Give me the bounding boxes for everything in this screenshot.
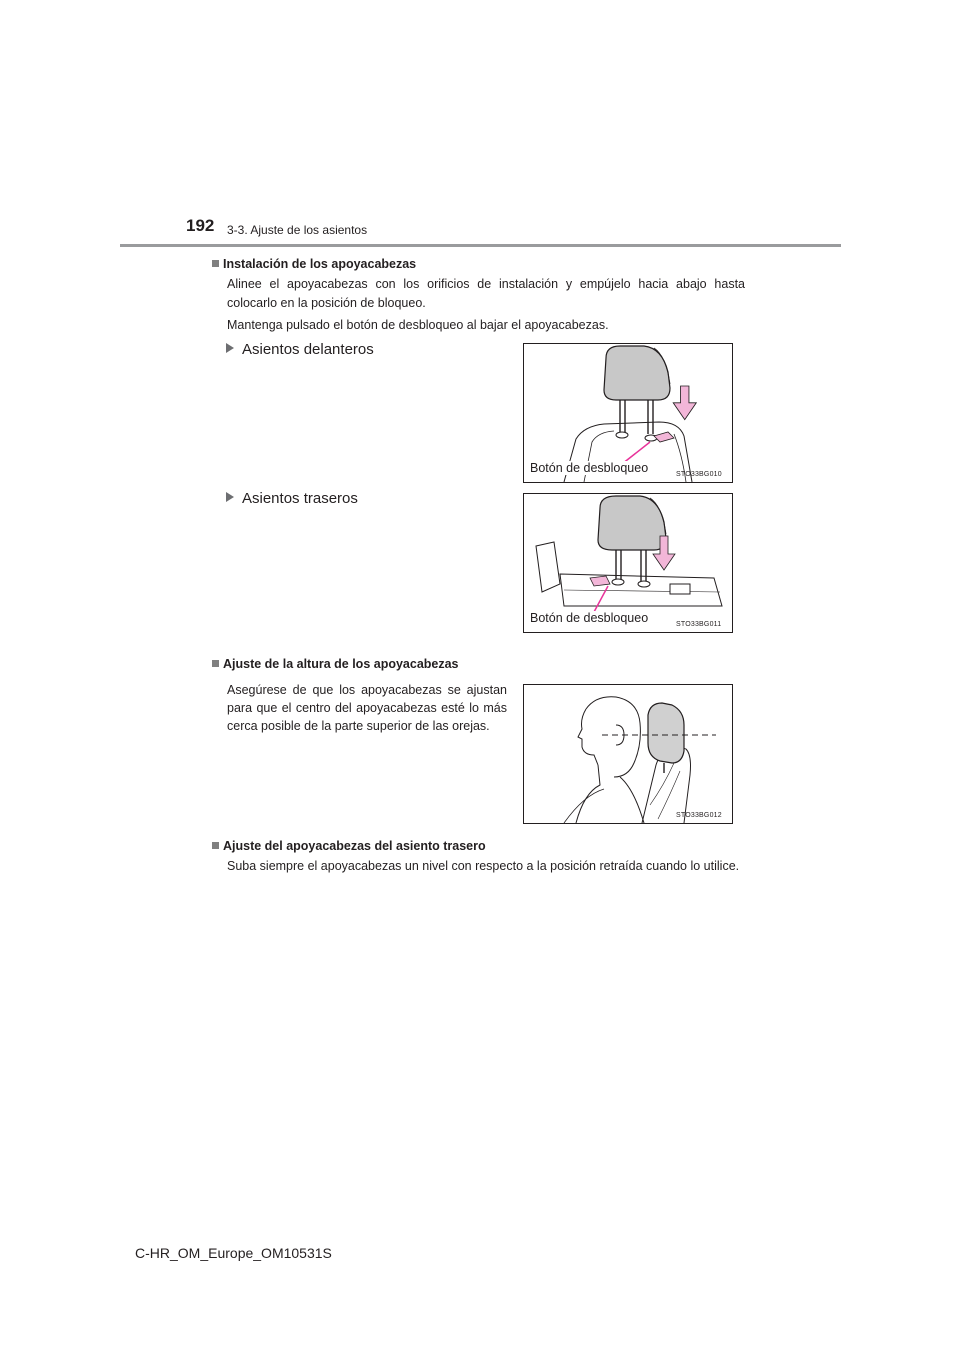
figure-front-headrest — [523, 343, 733, 483]
rear-paragraph: Suba siempre el apoyacabezas un nivel con respecto a la posición retraída cuando lo utilice. — [227, 859, 740, 873]
figure-code-rear: STO33BG011 — [676, 621, 722, 628]
figure-code-front: STO33BG010 — [676, 471, 722, 478]
heading-height — [212, 657, 459, 671]
document-id: C-HR_OM_Europe_OM10531S — [135, 1245, 332, 1261]
square-bullet-icon — [212, 260, 219, 267]
install-paragraph-1: Alinee el apoyacabezas con los orificios de instalación y empújelo hacia abajo hasta colocarlo en la posición de bloqueo. — [227, 277, 745, 310]
square-bullet-icon — [212, 660, 219, 667]
install-paragraph-2: Mantenga pulsado el botón de desbloqueo al bajar el apoyacabezas. — [227, 318, 609, 332]
figure-code-height: STO33BG012 — [676, 812, 722, 819]
square-bullet-icon — [212, 842, 219, 849]
triangle-bullet-icon — [226, 492, 234, 502]
heading-rear — [212, 839, 486, 853]
subheading-rear-seats-text: Asientos traseros — [242, 490, 358, 507]
figure-head-position — [523, 684, 733, 824]
triangle-bullet-icon — [226, 343, 234, 353]
callout-release-button-rear: Botón de desbloqueo — [530, 611, 649, 625]
height-paragraph: Asegúrese de que los apoyacabezas se ajustan para que el centro del apoyacabezas esté lo más cerca posible de la parte superior de las orejas. — [227, 683, 507, 733]
heading-install-text: Instalación de los apoyacabezas — [223, 257, 417, 271]
subheading-rear-seats — [226, 490, 358, 507]
section-title: 3-3. Ajuste de los asientos — [227, 223, 368, 237]
figure-rear-headrest — [523, 493, 733, 633]
subheading-front-seats-text: Asientos delanteros — [242, 341, 374, 358]
heading-install — [212, 257, 416, 271]
heading-height-text: Ajuste de la altura de los apoyacabezas — [223, 657, 459, 671]
head-position-illustration — [524, 685, 732, 823]
header-divider — [120, 244, 841, 247]
callout-release-button-front: Botón de desbloqueo — [530, 461, 649, 475]
subheading-front-seats — [226, 341, 374, 358]
heading-rear-text: Ajuste del apoyacabezas del asiento trasero — [223, 839, 486, 853]
page-number: 192 — [186, 216, 215, 235]
